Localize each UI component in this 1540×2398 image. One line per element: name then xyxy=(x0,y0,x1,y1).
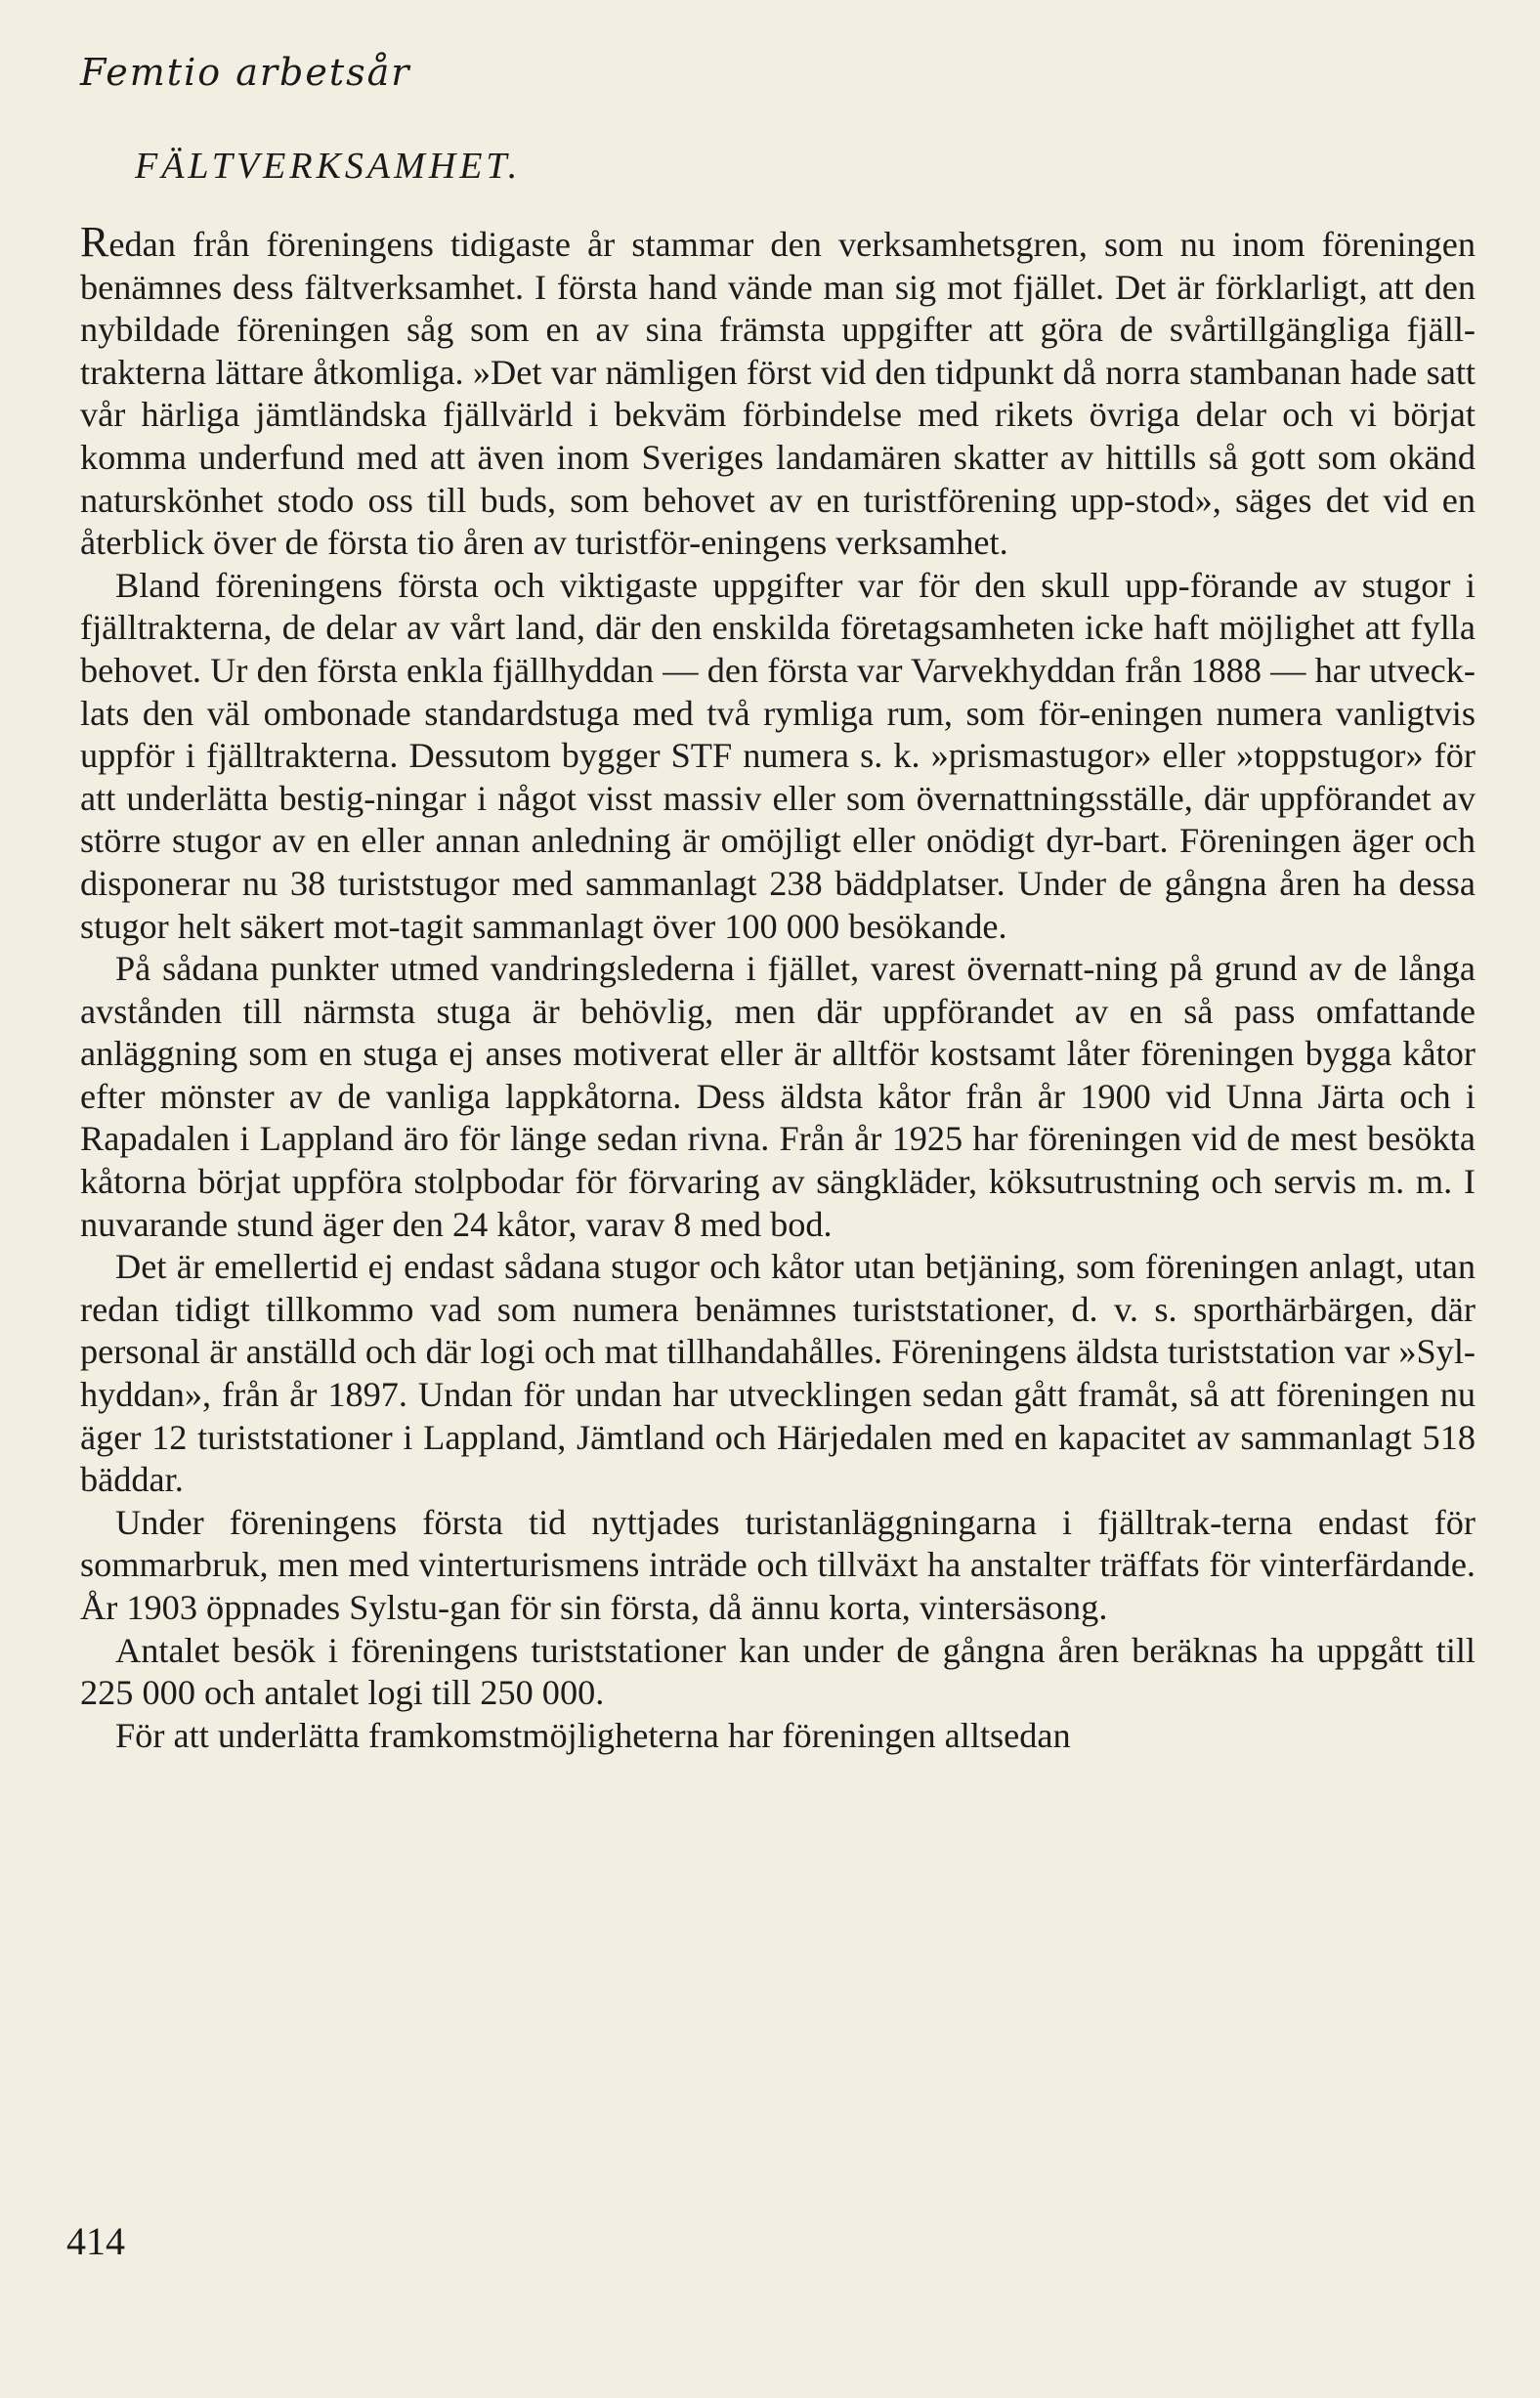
running-head: Femtio arbetsår xyxy=(80,51,411,94)
paragraph-3: På sådana punkter utmed vandringslederna i fjället, varest övernatt-ning på grund av de långa avstånden till närmsta stuga är behövlig, men där uppförandet av en så pass omfattande anläggning som en stuga ej anses motiverat eller är alltför kostsamt låter föreningen bygga kåtor efter mönster av de vanliga lappkåtorna. Dess äldsta kåtor från år 1900 vid Unna Järta och i Rapadalen i Lappland äro för länge sedan rivna. Från år 1925 har föreningen vid de mest besökta kåtorna börjat uppföra stolpbodar för förvaring av sängkläder, köksutrustning och servis m. m. I nuvarande stund äger den 24 kåtor, varav 8 med bod. xyxy=(80,949,1476,1244)
section-title: FÄLTVERKSAMHET. xyxy=(135,146,522,187)
body-text xyxy=(80,218,1476,1757)
paragraph-2: Bland föreningens första och viktigaste uppgifter var för den skull upp-förande av stugor i fjälltrakterna, de delar av vårt land, där den enskilda företagsamheten icke haft möjlighet att fylla behovet. Ur den första enkla fjällhyddan — den första var Varvekhyddan från 1888 — har utveck-lats den väl ombonade standardstuga med två rymliga rum, som för-eningen numera vanligtvis uppför i fjälltrakterna. Dessutom bygger STF numera s. k. »prismastugor» eller »toppstugor» för att underlätta bestig-ningar i något visst massiv eller som övernattningsställe, där uppförandet av större stugor av en eller annan anledning är omöjligt eller onödigt dyr-bart. Föreningen äger och disponerar nu 38 turiststugor med sammanlagt 238 bäddplatser. Under de gångna åren ha dessa stugor helt säkert mot-tagit sammanlagt över 100 000 besökande. xyxy=(80,565,1476,946)
page-number: 414 xyxy=(66,2219,125,2263)
paragraph-1 xyxy=(80,218,1476,565)
initial-letter: R xyxy=(80,218,109,266)
paragraph-6: Antalet besök i föreningens turiststationer kan under de gångna åren beräknas ha uppgått till 225 000 och antalet logi till 250 000. xyxy=(80,1630,1476,1713)
paragraph-7: För att underlätta framkomstmöjligheterna har föreningen alltsedan xyxy=(115,1715,1071,1755)
paragraph-4: Det är emellertid ej endast sådana stugor och kåtor utan betjäning, som föreningen anlagt, utan redan tidigt tillkommo vad som numera benämnes turiststationer, d. v. s. sporthärbärgen, där personal är anställd och där logi och mat tillhandahålles. Föreningens äldsta turiststation var »Syl-hyddan», från år 1897. Undan för undan har utvecklingen sedan gått framåt, så att föreningen nu äger 12 turiststationer i Lappland, Jämtland och Härjedalen med en kapacitet av sammanlagt 518 bäddar. xyxy=(80,1247,1476,1500)
paragraph-5: Under föreningens första tid nyttjades turistanläggningarna i fjälltrak-terna endast för sommarbruk, men med vinterturismens inträde och tillväxt ha anstalter träffats för vinterfärdande. År 1903 öppnades Sylstu-gan för sin första, då ännu korta, vintersäsong. xyxy=(80,1502,1476,1627)
paragraph-text: edan från föreningens tidigaste år stammar den verksamhetsgren, som nu inom föreningen benämnes dess fältverksamhet. I första hand vände man sig mot fjället. Det är förklarligt, att den nybildade föreningen såg som en av sina främsta uppgifter att göra de svårtillgängliga fjäll-trakterna lättare åtkomliga. »Det var nämligen först vid den tidpunkt då norra stambanan hade satt vår härliga jämtländska fjällvärld i bekväm förbindelse med rikets övriga delar och vi börjat komma underfund med att även inom Sveriges landamären skatter av hittills så gott som okänd naturskönhet stodo oss till buds, som behovet av en turistförening upp-stod», säges det vid en återblick över de första tio åren av turistför-eningens verksamhet. xyxy=(80,225,1476,563)
